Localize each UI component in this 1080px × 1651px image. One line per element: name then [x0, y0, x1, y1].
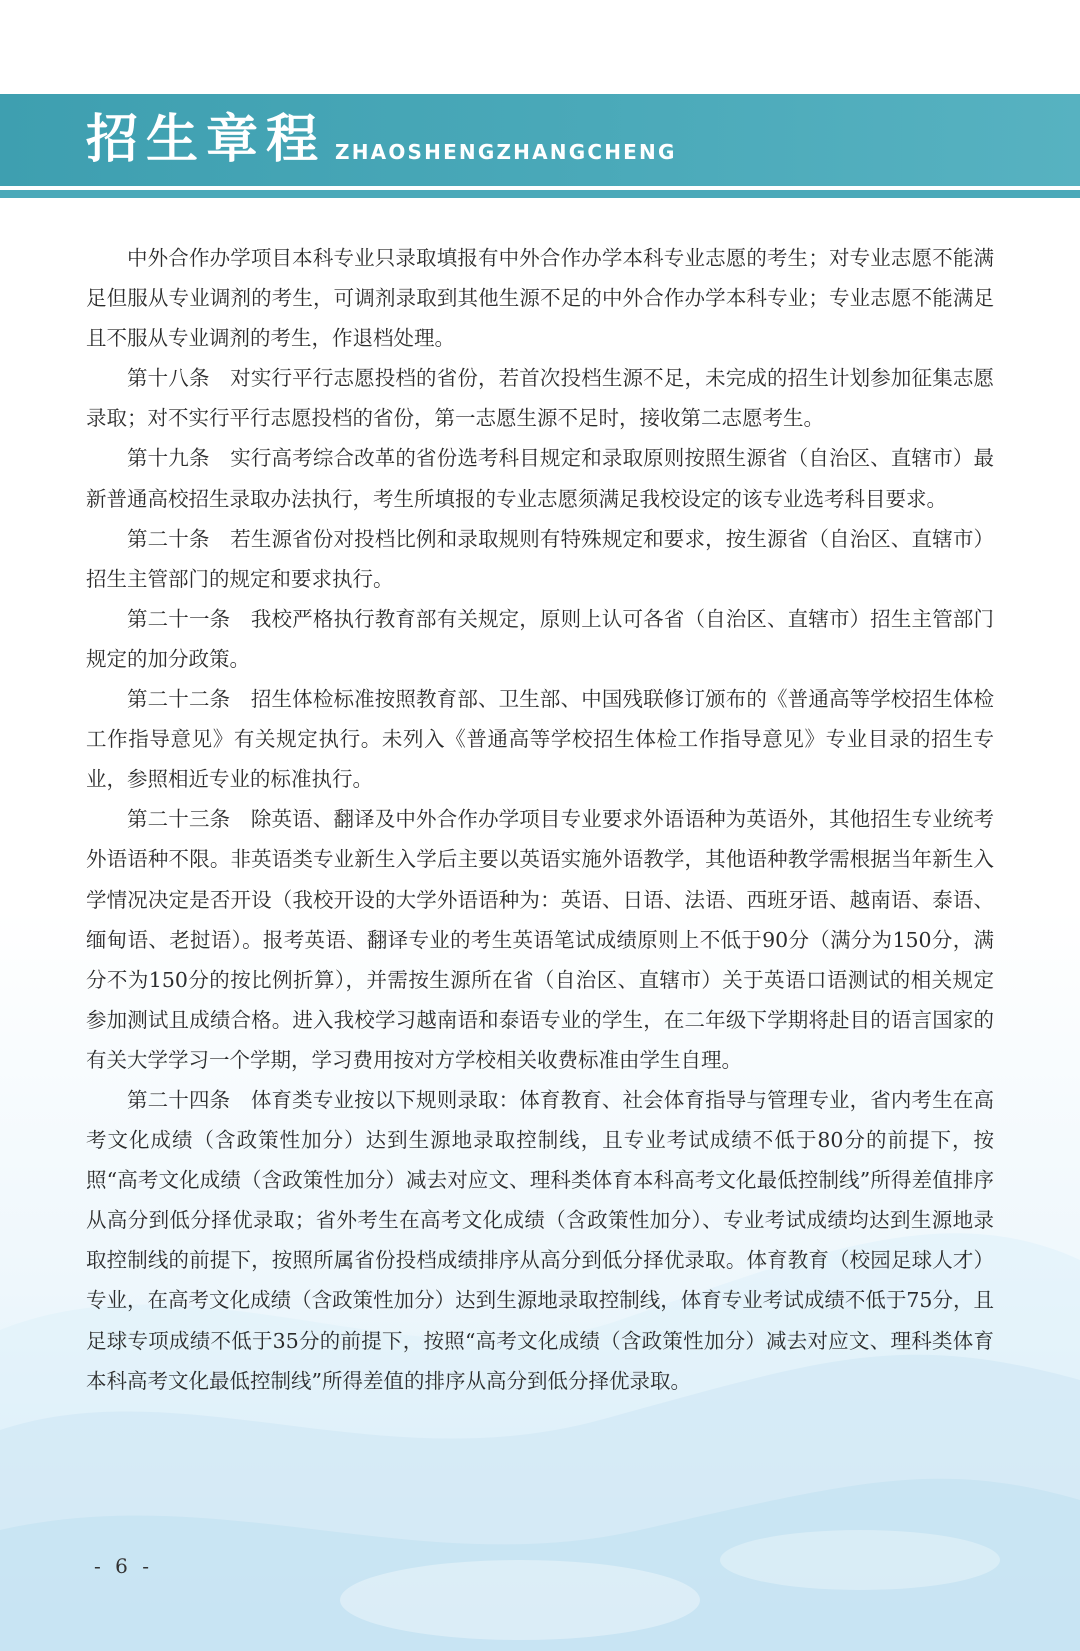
paragraph-article-22: 第二十二条 招生体检标准按照教育部、卫生部、中国残联修订颁布的《普通高等学校招生体检工作指导意见》有关规定执行。未列入《普通高等学校招生体检工作指导意见》专业目录的招生专业，参照相近专业的标准执行。 [86, 687, 994, 792]
chapter-subtitle-pinyin: ZHAOSHENGZHANGCHENG [335, 140, 677, 164]
paragraph-article-24: 第二十四条 体育类专业按以下规则录取：体育教育、社会体育指导与管理专业，省内考生在高考文化成绩（含政策性加分）达到生源地录取控制线，且专业考试成绩不低于80分的前提下，按照“高考文化成绩（含政策性加分）减去对应文、理科类体育本科高考文化最低控制线”所得差值排序从高分到低分择优录取；省外考生在高考文化成绩（含政策性加分）、专业考试成绩均达到生源地录取控制线的前提下，按照所属省份投档成绩排序从高分到低分择优录取。体育教育（校园足球人才）专业，在高考文化成绩（含政策性加分）达到生源地录取控制线，体育专业考试成绩不低于75分，且足球专项成绩不低于35分的前提下，按照“高考文化成绩（含政策性加分）减去对应文、理科类体育本科高考文化最低控制线”所得差值的排序从高分到低分择优录取。 [86, 1087, 994, 1393]
paragraph-article-23: 第二十三条 除英语、翻译及中外合作办学项目专业要求外语语种为英语外，其他招生专业统考外语语种不限。非英语类专业新生入学后主要以英语实施外语教学，其他语种教学需根据当年新生入学情况决定是否开设（我校开设的大学外语语种为：英语、日语、法语、西班牙语、越南语、泰语、缅甸语、老挝语）。报考英语、翻译专业的考生英语笔试成绩原则上不低于90分（满分为150分，满分不为150分的按比例折算），并需按生源所在省（自治区、直辖市）关于英语口语测试的相关规定参加测试且成绩合格。进入我校学习越南语和泰语专业的学生，在二年级下学期将赴目的语言国家的有关大学学习一个学期，学习费用按对方学校相关收费标准由学生自理。 [86, 807, 994, 1072]
paragraph: 中外合作办学项目本科专业只录取填报有中外合作办学本科专业志愿的考生；对专业志愿不能满足但服从专业调剂的考生，可调剂录取到其他生源不足的中外合作办学本科专业；专业志愿不能满足且不服从专业调剂的考生，作退档处理。 [86, 246, 994, 351]
document-body [86, 238, 994, 1401]
paragraph-article-18: 第十八条 对实行平行志愿投档的省份，若首次投档生源不足，未完成的招生计划参加征集志愿录取；对不实行平行志愿投档的省份，第一志愿生源不足时，接收第二志愿考生。 [86, 366, 994, 431]
page-number: - 6 - [94, 1554, 153, 1578]
chapter-header-band [0, 94, 1080, 186]
paragraph-article-20: 第二十条 若生源省份对投档比例和录取规则有特殊规定和要求，按生源省（自治区、直辖市）招生主管部门的规定和要求执行。 [86, 526, 994, 591]
chapter-title: 招生章程 [86, 110, 327, 170]
paragraph-article-19: 第十九条 实行高考综合改革的省份选考科目规定和录取原则按照生源省（自治区、直辖市）最新普通高校招生录取办法执行，考生所填报的专业志愿须满足我校设定的该专业选考科目要求。 [86, 446, 994, 511]
header-divider-line [0, 190, 1080, 198]
paragraph-article-21: 第二十一条 我校严格执行教育部有关规定，原则上认可各省（自治区、直辖市）招生主管部门规定的加分政策。 [86, 606, 994, 671]
